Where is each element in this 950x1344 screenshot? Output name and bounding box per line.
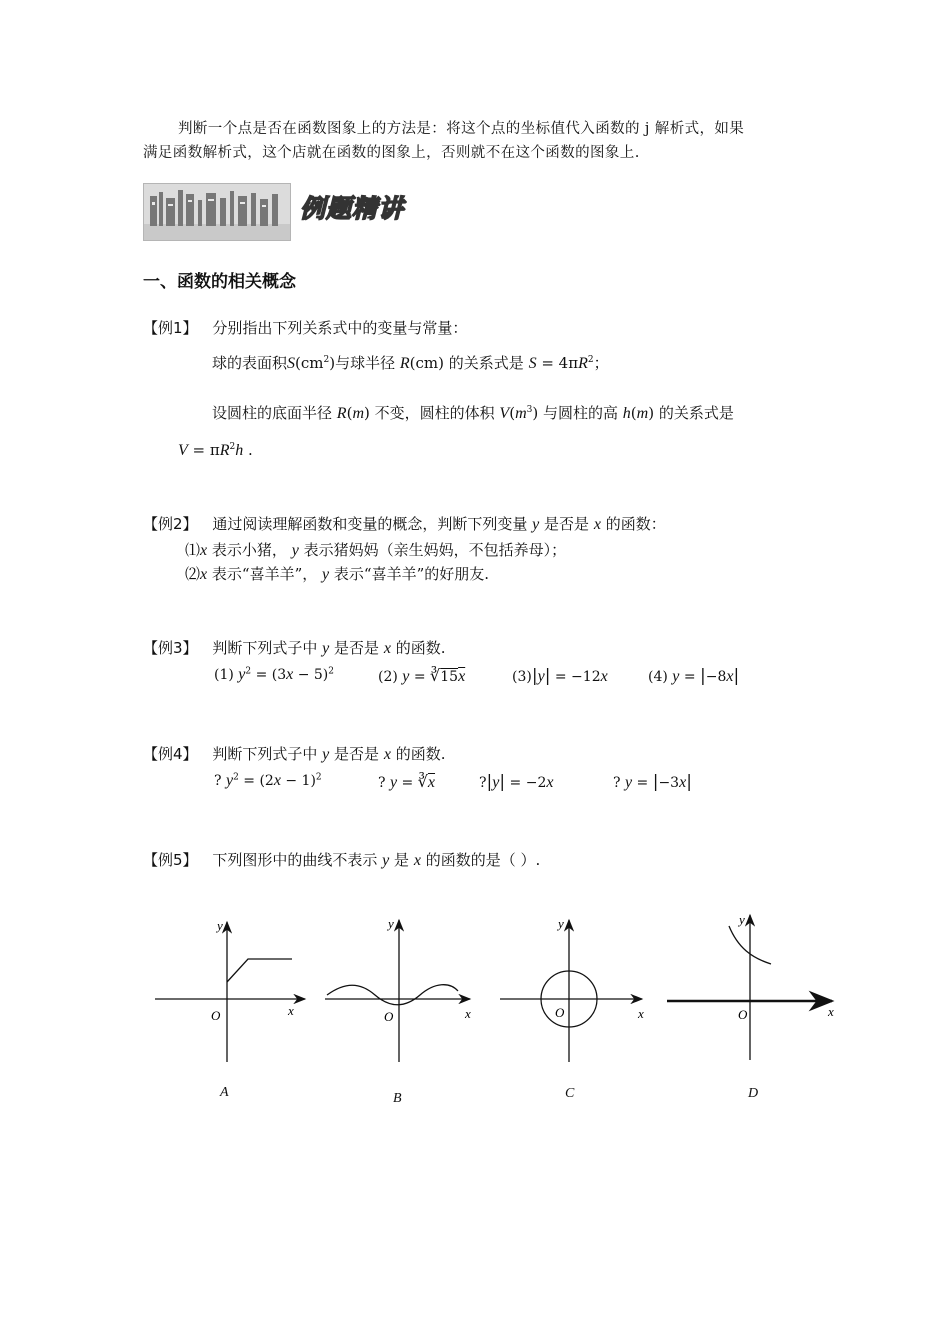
example-4-formula-3: ?|y| = −2x xyxy=(479,772,554,792)
example-3-formula-2: (2) y = ∛15x xyxy=(378,666,466,685)
section-title: 一、函数的相关概念 xyxy=(143,272,296,292)
example-1-line-3: $V = \pi R^2h$ . xyxy=(178,441,253,459)
graph-b-curve xyxy=(327,985,458,1005)
graph-a-label: A xyxy=(220,1085,229,1100)
example-4-formula-4: ? y = |−3x| xyxy=(613,772,692,792)
example-1-line-1: 球的表面积$S(cm^2)$与球半径 R(cm) 的关系式是 $S = 4\pi R^2$； xyxy=(212,354,609,372)
example-4-formula-2: ? $y = ∛\overline{x}$ xyxy=(378,772,436,791)
example-1-prompt: 分别指出下列关系式中的变量与常量： xyxy=(212,319,468,337)
graph-b xyxy=(325,916,471,1062)
example-1-tag: 【例1】 xyxy=(143,319,198,337)
books-banner-image xyxy=(143,183,291,241)
example-3-formula-3: (3)|y| = −12x xyxy=(512,666,608,686)
graph-a-curve xyxy=(227,959,292,982)
graph-d-y-label: y xyxy=(739,912,745,927)
example-2-item-2: ⑵x 表示“喜羊羊”， y 表示“喜羊羊”的好朋友. xyxy=(185,565,490,583)
example-3-formula-1: (1) $y^2 = (3x - 5)^2$ xyxy=(214,666,334,683)
graph-d-origin: O xyxy=(738,1007,748,1022)
graph-b-y-label: y xyxy=(388,916,394,931)
graph-c-x-label: x xyxy=(638,1006,644,1021)
graph-a-origin: O xyxy=(211,1008,221,1023)
example-2-heading: 【例2】 通过阅读理解函数和变量的概念，判断下列变量 y 是否是 x 的函数： xyxy=(143,515,666,533)
intro-line-2: 满足函数解析式，这个店就在函数的图象上，否则就不在这个函数的图象上. xyxy=(143,145,640,161)
graph-c-origin: O xyxy=(555,1005,565,1020)
graph-a xyxy=(155,918,305,1062)
graphs-figure xyxy=(0,900,950,1120)
example-3-tag: 【例3】 xyxy=(143,639,198,657)
graph-d xyxy=(667,912,834,1060)
graph-c-y-label: y xyxy=(558,916,564,931)
example-5-tag: 【例5】 xyxy=(143,851,198,869)
example-1-heading xyxy=(143,317,467,338)
example-4-tag: 【例4】 xyxy=(143,745,198,763)
graph-d-x-label: x xyxy=(828,1004,834,1019)
example-2-item-1: ⑴x 表示小猪， y 表示猪妈妈（亲生妈妈，不包括养母）； xyxy=(185,541,567,559)
graph-c xyxy=(500,916,644,1062)
example-2-tag: 【例2】 xyxy=(143,515,198,533)
graph-d-label: D xyxy=(748,1086,759,1101)
example-3-formula-4: (4) y = |−8x| xyxy=(648,666,740,686)
example-4-heading: 【例4】 判断下列式子中 y 是否是 x 的函数. xyxy=(143,745,446,763)
banner-title: 例题精讲 xyxy=(300,194,405,223)
graph-b-x-label: x xyxy=(465,1006,471,1021)
graph-a-x-label: x xyxy=(288,1003,294,1018)
example-1-line-2: 设圆柱的底面半径 R(m) 不变，圆柱的体积 $V(m^3)$ 与圆柱的高 h(m) 的关系式是 xyxy=(212,404,734,422)
intro-line-1: 判断一个点是否在函数图象上的方法是：将这个点的坐标值代入函数的 j 解析式，如果 xyxy=(178,121,745,137)
example-4-formula-1: ? $y^2 = (2x - 1)^2$ xyxy=(214,772,322,789)
graph-b-origin: O xyxy=(384,1009,394,1024)
graph-c-label: C xyxy=(565,1086,575,1101)
example-5-heading: 【例5】 下列图形中的曲线不表示 y 是 x 的函数的是（ ）. xyxy=(143,851,541,869)
graph-b-label: B xyxy=(393,1091,402,1106)
graph-a-y-label: y xyxy=(217,918,223,933)
example-3-heading: 【例3】 判断下列式子中 y 是否是 x 的函数. xyxy=(143,639,446,657)
